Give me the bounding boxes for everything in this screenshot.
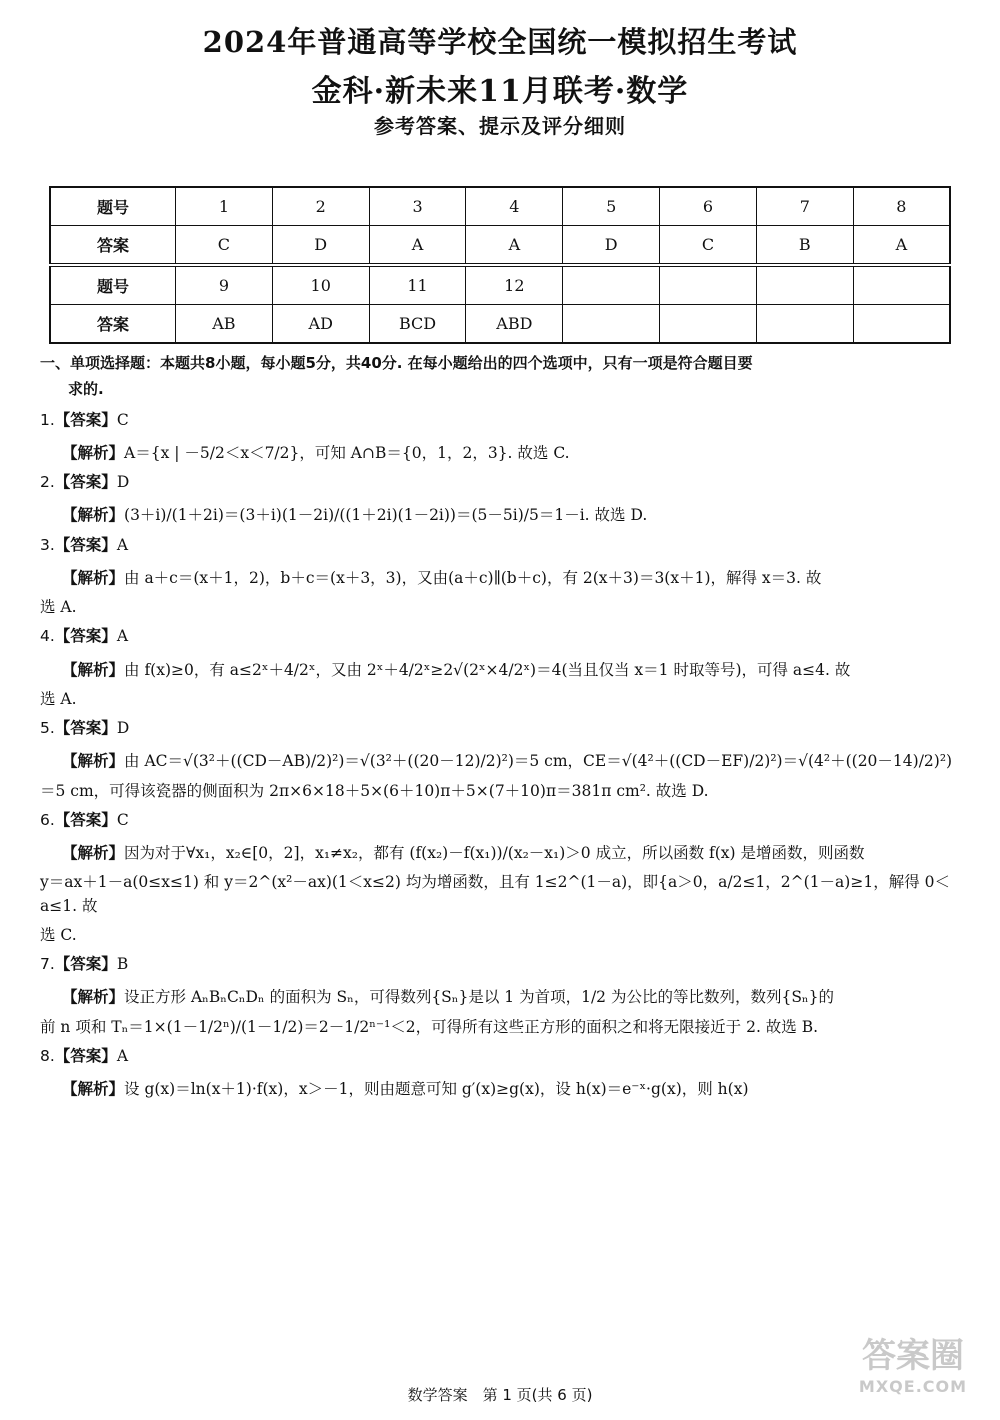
analysis-first-line bbox=[62, 1078, 960, 1101]
analysis-text: 选 A. bbox=[40, 598, 77, 616]
question-answer-line bbox=[40, 953, 960, 976]
answer-label: 【答案】 bbox=[54, 810, 117, 829]
question-item bbox=[40, 471, 960, 528]
table-cell: 2 bbox=[272, 187, 369, 226]
document-heading: 参考答案、提示及评分细则 bbox=[374, 114, 626, 138]
question-answer-line bbox=[40, 471, 960, 494]
table-cell: 8 bbox=[853, 187, 950, 226]
table-cell: 9 bbox=[176, 265, 273, 305]
table-row-questions-2 bbox=[50, 265, 950, 305]
analysis-first-line bbox=[62, 986, 960, 1009]
analysis-label: 【解析】 bbox=[62, 752, 125, 771]
question-item bbox=[40, 409, 960, 466]
analysis-label: 【解析】 bbox=[62, 844, 125, 862]
table-cell: A bbox=[466, 226, 563, 266]
question-item bbox=[40, 953, 960, 1039]
page-footer: 数学答案 第 1 页(共 6 页) bbox=[407, 1386, 593, 1404]
question-number: 3. bbox=[40, 535, 55, 554]
analysis-text: A＝{x | －5/2＜x＜7/2}，可知 A∩B＝{0，1，2，3}. 故选 C. bbox=[124, 443, 570, 462]
answer-label: 【答案】 bbox=[54, 535, 117, 554]
watermark-text: 答案圈 bbox=[862, 1336, 964, 1376]
analysis-text: 设 g(x)＝ln(x＋1)·f(x)，x＞－1，则由题意可知 g′(x)≥g(x)，设 h(x)＝e⁻ˣ·g(x)，则 h(x) bbox=[124, 1080, 749, 1098]
answer-value: A bbox=[116, 535, 129, 554]
analysis-block bbox=[40, 659, 960, 712]
table-cell: BCD bbox=[369, 305, 466, 344]
analysis-label: 【解析】 bbox=[62, 1080, 125, 1098]
analysis-text: (3＋i)/(1＋2i)＝(3＋i)(1－2i)/((1＋2i)(1－2i))＝(5－5i)/5＝1－i. 故选 D. bbox=[124, 506, 648, 525]
question-item bbox=[40, 809, 960, 947]
section-heading-line: 求的. bbox=[68, 380, 104, 399]
analysis-first-line bbox=[62, 750, 960, 773]
row-label-question: 题号 bbox=[50, 265, 176, 305]
analysis-text: 由 a＋c＝(x＋1，2)，b＋c＝(x＋3，3)，又由(a＋c)∥(b＋c)，有 2(x＋3)＝3(x＋1)，解得 x＝3. 故 bbox=[124, 568, 822, 587]
answer-value: C bbox=[116, 410, 129, 429]
analysis-first-line bbox=[62, 659, 960, 682]
question-answer-line bbox=[40, 809, 960, 832]
analysis-text: ＝5 cm，可得该瓷器的侧面积为 2π×6×18＋5×(6＋10)π＋5×(7＋10)π＝381π cm². 故选 D. bbox=[40, 781, 709, 800]
table-cell bbox=[563, 265, 660, 305]
analysis-label: 【解析】 bbox=[62, 988, 125, 1007]
question-item bbox=[40, 534, 960, 620]
row-label-answer: 答案 bbox=[50, 226, 176, 266]
analysis-label: 【解析】 bbox=[62, 568, 125, 587]
table-cell: 11 bbox=[369, 265, 466, 305]
answer-label: 【答案】 bbox=[54, 719, 117, 737]
answer-label: 【答案】 bbox=[54, 1046, 117, 1065]
watermark-url: MXQE.COM bbox=[858, 1377, 968, 1396]
table-cell: AD bbox=[272, 305, 369, 344]
analysis-label: 【解析】 bbox=[62, 660, 125, 679]
question-item bbox=[40, 625, 960, 711]
table-cell: 10 bbox=[272, 265, 369, 305]
question-number: 6. bbox=[40, 810, 55, 829]
analysis-first-line bbox=[62, 504, 960, 527]
table-cell: A bbox=[853, 226, 950, 266]
exam-title: 2024年普通高等学校全国统一模拟招生考试 bbox=[202, 25, 798, 59]
table-cell: 7 bbox=[756, 187, 853, 226]
watermark-logo bbox=[838, 1336, 988, 1406]
question-answer-line bbox=[40, 1045, 960, 1068]
table-cell: B bbox=[756, 226, 853, 266]
answer-key-table bbox=[49, 186, 951, 344]
analysis-block bbox=[40, 442, 960, 465]
question-number: 5. bbox=[40, 719, 55, 737]
analysis-first-line bbox=[62, 442, 960, 465]
table-cell: 1 bbox=[176, 187, 273, 226]
table-cell: C bbox=[660, 226, 757, 266]
table-cell: 6 bbox=[660, 187, 757, 226]
analysis-text: 设正方形 AₙBₙCₙDₙ 的面积为 Sₙ，可得数列{Sₙ}是以 1 为首项，1/2 为公比的等比数列，数列{Sₙ}的 bbox=[124, 988, 834, 1007]
question-number: 1. bbox=[40, 410, 55, 429]
analysis-block bbox=[40, 842, 960, 947]
row-label-question: 题号 bbox=[50, 187, 176, 226]
analysis-text: 选 C. bbox=[40, 925, 77, 944]
analysis-label: 【解析】 bbox=[62, 506, 125, 525]
analysis-block bbox=[40, 750, 960, 803]
analysis-block bbox=[40, 986, 960, 1039]
analysis-text: 由 AC＝√(3²＋((CD－AB)/2)²)＝√(3²＋((20－12)/2)²)＝5 cm，CE＝√(4²＋((CD－EF)/2)²)＝√(4²＋((20－14)/2)²) bbox=[124, 752, 953, 771]
answer-label: 【答案】 bbox=[54, 473, 117, 491]
answer-label: 【答案】 bbox=[54, 627, 117, 646]
table-row-answers-1 bbox=[50, 226, 950, 266]
table-cell: 12 bbox=[466, 265, 563, 305]
table-cell bbox=[660, 265, 757, 305]
table-cell: 4 bbox=[466, 187, 563, 226]
table-row-answers-2 bbox=[50, 305, 950, 344]
solutions-content bbox=[40, 350, 960, 1101]
analysis-block bbox=[40, 504, 960, 527]
table-cell: 3 bbox=[369, 187, 466, 226]
question-number: 8. bbox=[40, 1046, 55, 1065]
table-cell: 5 bbox=[563, 187, 660, 226]
table-cell bbox=[853, 305, 950, 344]
table-cell: ABD bbox=[466, 305, 563, 344]
table-cell: A bbox=[369, 226, 466, 266]
question-answer-line bbox=[40, 409, 960, 432]
table-cell: D bbox=[563, 226, 660, 266]
table-cell: AB bbox=[176, 305, 273, 344]
analysis-text: 选 A. bbox=[40, 689, 77, 708]
table-cell bbox=[660, 305, 757, 344]
answer-value: D bbox=[116, 473, 130, 491]
answer-value: B bbox=[116, 955, 129, 973]
table-row-questions-1 bbox=[50, 187, 950, 226]
answer-label: 【答案】 bbox=[54, 955, 117, 973]
analysis-block bbox=[40, 1078, 960, 1101]
answer-value: A bbox=[116, 1046, 129, 1065]
table-cell bbox=[756, 305, 853, 344]
table-cell bbox=[563, 305, 660, 344]
table-cell bbox=[756, 265, 853, 305]
analysis-text: 前 n 项和 Tₙ＝1×(1－1/2ⁿ)/(1－1/2)＝2－1/2ⁿ⁻¹＜2，可得所有这些正方形的面积之和将无限接近于 2. 故选 B. bbox=[40, 1017, 819, 1036]
question-item bbox=[40, 1045, 960, 1102]
section-heading bbox=[40, 350, 960, 403]
section-heading-line: 一、单项选择题：本题共8小题，每小题5分，共40分. 在每小题给出的四个选项中，只有一项是符合题目要 bbox=[40, 354, 753, 372]
exam-subtitle: 金科·新未来11月联考·数学 bbox=[311, 74, 689, 109]
analysis-label: 【解析】 bbox=[62, 443, 125, 462]
question-list bbox=[40, 409, 960, 1102]
question-number: 2. bbox=[40, 473, 55, 491]
analysis-first-line bbox=[62, 842, 960, 865]
answer-value: D bbox=[116, 719, 130, 737]
answer-label: 【答案】 bbox=[54, 410, 117, 429]
question-item bbox=[40, 717, 960, 803]
table-cell bbox=[853, 265, 950, 305]
question-answer-line bbox=[40, 534, 960, 557]
question-answer-line bbox=[40, 625, 960, 648]
analysis-text: 由 f(x)≥0，有 a≤2ˣ＋4/2ˣ，又由 2ˣ＋4/2ˣ≥2√(2ˣ×4/2ˣ)＝4(当且仅当 x＝1 时取等号)，可得 a≤4. 故 bbox=[124, 660, 851, 679]
question-number: 4. bbox=[40, 627, 55, 646]
table-cell: D bbox=[272, 226, 369, 266]
analysis-text: 因为对于∀x₁，x₂∈[0，2]，x₁≠x₂，都有 (f(x₂)－f(x₁))/(x₂－x₁)＞0 成立，所以函数 f(x) 是增函数，则函数 bbox=[124, 844, 865, 862]
answer-value: C bbox=[116, 810, 129, 829]
row-label-answer: 答案 bbox=[50, 305, 176, 344]
table-cell: C bbox=[176, 226, 273, 266]
analysis-first-line bbox=[62, 567, 960, 590]
answer-value: A bbox=[116, 627, 129, 646]
question-answer-line bbox=[40, 717, 960, 740]
analysis-block bbox=[40, 567, 960, 620]
analysis-text: y＝ax＋1－a(0≤x≤1) 和 y＝2^(x²－ax)(1＜x≤2) 均为增函数，且有 1≤2^(1－a)，即{a＞0，a/2≤1，2^(1－a)≥1，解得 0＜a≤1. 故 bbox=[40, 873, 950, 915]
question-number: 7. bbox=[40, 955, 55, 973]
